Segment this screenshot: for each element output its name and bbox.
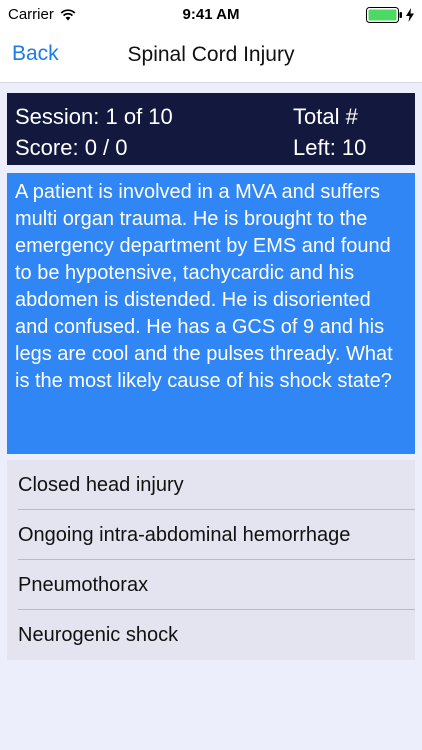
status-bar — [0, 0, 422, 30]
remaining-info — [293, 101, 366, 163]
page-title: Spinal Cord Injury — [127, 43, 295, 66]
battery-icon — [366, 7, 414, 23]
session-info — [15, 101, 173, 163]
session-label: Session: 1 of 10 — [15, 104, 173, 129]
answer-option[interactable]: Pneumothorax — [7, 560, 415, 610]
back-button[interactable]: Back — [12, 42, 59, 65]
score-label: Score: 0 / 0 — [15, 135, 128, 160]
carrier-label: Carrier — [8, 6, 54, 23]
answer-option[interactable]: Closed head injury — [7, 460, 415, 510]
question-text: A patient is involved in a MVA and suffers multi organ trauma. He is brought to the emergency department by EMS and found to be hypotensive, tachycardic and his abdomen is distended. He is disoriented and confused. He has a GCS of 9 and his legs are cool and the pulses thready. What is the most likely cause of his shock state? — [7, 173, 415, 454]
answer-list — [7, 460, 415, 660]
score-panel — [7, 93, 415, 165]
status-time: 9:41 AM — [182, 6, 240, 23]
left-label: Left: 10 — [293, 135, 367, 160]
navigation-bar — [0, 30, 422, 83]
answer-option[interactable]: Neurogenic shock — [18, 623, 179, 646]
charging-icon — [406, 8, 414, 22]
answer-option[interactable]: Ongoing intra-abdominal hemorrhage — [7, 510, 415, 560]
total-label: Total # — [293, 104, 358, 129]
